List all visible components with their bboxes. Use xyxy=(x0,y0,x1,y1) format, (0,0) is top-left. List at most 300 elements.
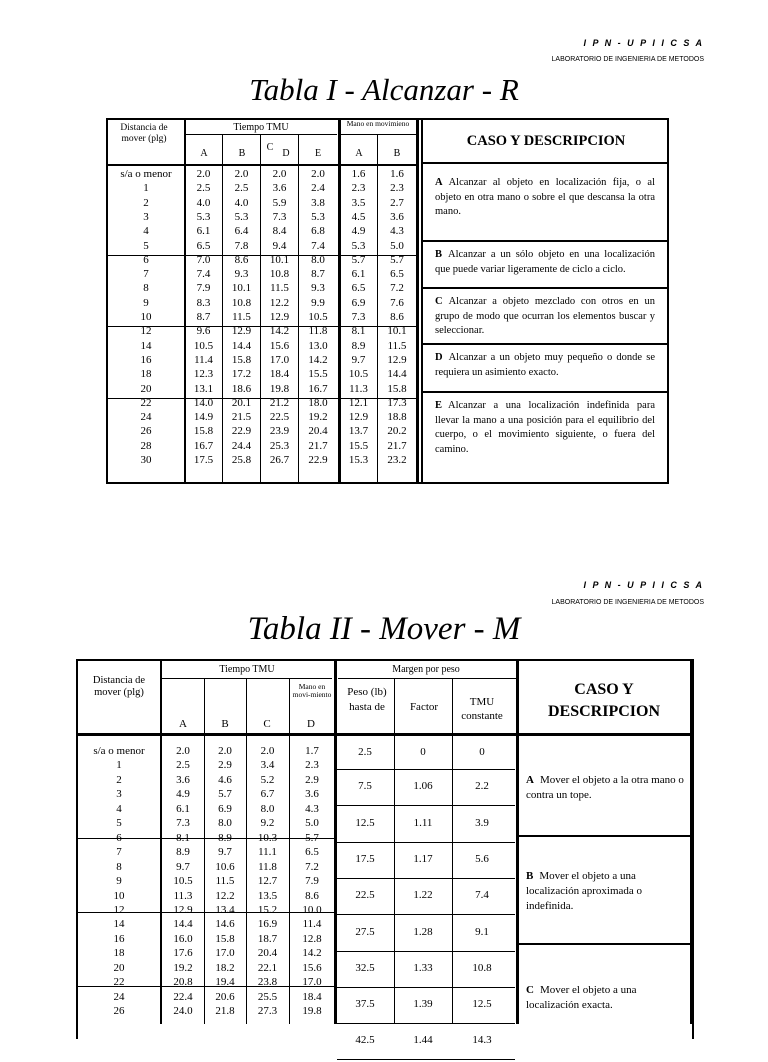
cell-value: 17.3 xyxy=(387,396,407,409)
cell-value: 18.2 xyxy=(215,961,235,974)
cell-value: 15.2 xyxy=(257,903,278,916)
cell-value: 25.5 xyxy=(257,990,278,1003)
cell-value: 2.5 xyxy=(196,182,211,195)
tmu-value: 9.1 xyxy=(475,925,489,938)
tmu-value: 14.3 xyxy=(472,1034,492,1047)
table-move xyxy=(78,661,692,1047)
sub-C-2: C xyxy=(263,718,271,730)
cell-value: 11.8 xyxy=(258,860,277,873)
weight-row xyxy=(337,990,515,1026)
table-row xyxy=(108,296,416,310)
cell-value: 7.2 xyxy=(305,860,319,873)
table-row xyxy=(108,424,416,438)
factor-value: 1.44 xyxy=(413,1034,433,1047)
cell-value: 14.4 xyxy=(387,368,407,381)
table-row xyxy=(78,990,334,1004)
row-distance: 10 xyxy=(140,311,152,323)
cell-value: 5.9 xyxy=(272,196,287,209)
cell-value: 11.5 xyxy=(215,875,235,888)
cell-value: 1.6 xyxy=(351,168,366,180)
cell-value: 5.3 xyxy=(351,239,366,252)
col-tiempo-header: Tiempo TMU xyxy=(233,122,289,133)
row-divider xyxy=(337,878,515,879)
cell-value: 22.1 xyxy=(257,961,278,974)
cell-value: 9.7 xyxy=(351,353,366,366)
cell-value: 8.6 xyxy=(390,311,404,323)
case-item xyxy=(423,162,669,240)
cell-value: 5.7 xyxy=(390,253,404,266)
table-row xyxy=(78,831,334,845)
row-divider xyxy=(337,1059,515,1060)
row-distance: 3 xyxy=(116,788,122,801)
factor-value: 1.33 xyxy=(413,961,433,974)
cell-value: 21.5 xyxy=(231,411,252,424)
cell-value: 19.4 xyxy=(215,976,235,989)
cell-value: 17.0 xyxy=(269,353,290,366)
cell-value: 2.9 xyxy=(305,773,319,786)
row-distance: 24 xyxy=(113,990,125,1003)
table-row xyxy=(108,181,416,195)
cell-value: 18.6 xyxy=(231,382,252,395)
weight-value: 32.5 xyxy=(355,961,375,974)
cell-value: 2.7 xyxy=(390,196,404,209)
sub-B-2: B xyxy=(221,718,229,730)
table-row xyxy=(78,874,334,888)
cell-value: 6.9 xyxy=(351,296,366,309)
table-row xyxy=(78,903,334,917)
cell-value: 23.9 xyxy=(269,425,290,438)
cell-value: 8.7 xyxy=(311,268,325,281)
row-distance: 18 xyxy=(140,368,152,381)
row-distance: 20 xyxy=(140,382,152,395)
row-distance: 22 xyxy=(113,976,125,989)
row-distance: 7 xyxy=(116,846,122,859)
case-item xyxy=(526,773,684,803)
cell-value: 4.5 xyxy=(351,210,366,223)
weight-row xyxy=(337,845,515,881)
row-distance: 16 xyxy=(140,353,152,366)
cell-value: 19.8 xyxy=(302,1005,322,1018)
cell-value: 1.7 xyxy=(305,745,319,757)
cell-value: 9.2 xyxy=(260,817,275,830)
case-letter: B xyxy=(435,249,443,260)
cell-value: 11.5 xyxy=(387,339,407,352)
col-mano-header-2: Mano en movi-miento xyxy=(292,682,332,699)
case-text: Alcanzar a un objeto muy pequeño o donde se requiera un asimiento exacto. xyxy=(435,352,655,378)
cell-value: 22.5 xyxy=(269,411,290,424)
cell-value: 2.3 xyxy=(305,759,319,772)
cell-value: 15.3 xyxy=(348,454,369,466)
row-distance: 18 xyxy=(113,947,125,960)
cell-value: 26.7 xyxy=(269,454,290,466)
row-distance: 9 xyxy=(116,875,122,888)
cell-value: 2.5 xyxy=(176,759,190,772)
cell-value: 15.6 xyxy=(269,339,290,352)
case-item xyxy=(423,391,669,482)
weight-row xyxy=(337,809,515,845)
row-distance: 28 xyxy=(140,439,152,452)
row-distance: 30 xyxy=(140,454,152,466)
cell-value: 18.4 xyxy=(302,990,322,1003)
cell-value: 8.0 xyxy=(218,817,232,830)
factor-value: 0 xyxy=(420,746,426,758)
cell-value: 10.3 xyxy=(257,831,278,844)
cell-value: 14.9 xyxy=(193,411,214,424)
table-row xyxy=(108,210,416,224)
row-distance: 26 xyxy=(140,425,152,438)
cell-value: 10.0 xyxy=(302,903,322,916)
cell-value: 7.0 xyxy=(196,253,211,266)
table-row xyxy=(108,167,416,181)
table-row xyxy=(78,816,334,830)
col-tmu-header: TMU constante xyxy=(461,696,503,722)
cell-value: 12.8 xyxy=(302,932,322,945)
cell-value: 13.7 xyxy=(348,425,369,438)
cell-value: 5.3 xyxy=(196,210,211,223)
cell-value: 7.9 xyxy=(305,875,319,888)
table-row xyxy=(108,353,416,367)
cell-value: 20.8 xyxy=(173,976,193,989)
cell-value: 22.9 xyxy=(308,454,328,466)
page1-header-lab: LABORATORIO DE INGENIERIA DE METODOS xyxy=(551,56,704,63)
cell-value: 2.9 xyxy=(218,759,232,772)
tmu-value: 0 xyxy=(479,746,485,758)
table-row xyxy=(78,860,334,874)
cell-value: 14.0 xyxy=(193,396,214,409)
row-divider xyxy=(337,769,515,770)
factor-value: 1.06 xyxy=(413,780,433,793)
cell-value: 14.4 xyxy=(231,339,252,352)
sub-B: B xyxy=(238,148,246,159)
cell-value: 5.3 xyxy=(311,210,325,223)
cell-value: 9.6 xyxy=(196,325,211,338)
cell-value: 21.7 xyxy=(308,439,328,452)
sub-D-2: D xyxy=(307,718,315,730)
case-item xyxy=(526,869,684,914)
case-letter: D xyxy=(435,352,443,363)
row-divider xyxy=(337,987,515,988)
row-divider xyxy=(337,842,515,843)
cell-value: 16.9 xyxy=(257,918,278,931)
cell-value: 6.1 xyxy=(196,225,211,238)
table-row xyxy=(108,253,416,267)
page1-case-title: CASO Y DESCRIPCION xyxy=(466,133,626,149)
tmu-value: 7.4 xyxy=(475,889,489,902)
case-item xyxy=(423,240,669,287)
case-letter: E xyxy=(435,400,443,411)
page1-header-org: I P N - U P I I C S A xyxy=(583,38,704,48)
table-row xyxy=(78,802,334,816)
cell-value: 10.5 xyxy=(308,311,328,323)
cell-value: 6.9 xyxy=(218,802,232,815)
cell-value: 17.6 xyxy=(173,947,193,960)
cell-value: 15.8 xyxy=(193,425,214,438)
case-letter: A xyxy=(526,774,534,786)
sub-E: E xyxy=(314,148,322,159)
page2-header-org: I P N - U P I I C S A xyxy=(583,580,704,590)
table-reach xyxy=(108,120,418,482)
table-row xyxy=(108,382,416,396)
cell-value: 12.3 xyxy=(193,368,214,381)
table-row xyxy=(78,1004,334,1018)
cell-value: 15.6 xyxy=(302,961,322,974)
table-row xyxy=(108,281,416,295)
row-distance: 2 xyxy=(143,196,149,209)
cell-value: 2.0 xyxy=(272,168,287,180)
cell-value: 11.4 xyxy=(194,353,213,366)
cell-value: 10.5 xyxy=(173,875,193,888)
cell-value: 2.3 xyxy=(351,182,366,195)
cell-value: 18.8 xyxy=(387,411,407,424)
table-row xyxy=(108,239,416,253)
cell-value: 3.6 xyxy=(305,788,319,801)
factor-value: 1.17 xyxy=(413,852,433,865)
case-item xyxy=(526,983,684,1013)
row-distance: 6 xyxy=(143,253,149,266)
cell-value: 7.4 xyxy=(311,239,325,252)
cell-value: 11.3 xyxy=(173,889,193,902)
weight-row xyxy=(337,772,515,808)
case-item xyxy=(423,287,669,343)
row-distance: 1 xyxy=(143,182,149,195)
cell-value: 7.4 xyxy=(196,268,211,281)
table-row xyxy=(78,946,334,960)
table-row xyxy=(108,439,416,453)
tmu-value: 5.6 xyxy=(475,852,489,865)
cell-value: 11.3 xyxy=(349,382,368,395)
cell-value: 19.8 xyxy=(269,382,290,395)
cell-value: 17.5 xyxy=(193,454,214,466)
cell-value: 5.0 xyxy=(305,817,319,830)
cell-value: 11.4 xyxy=(302,918,322,931)
case-item xyxy=(423,343,669,391)
cell-value: 2.4 xyxy=(311,182,325,195)
table-row xyxy=(78,758,334,772)
table-row xyxy=(78,975,334,989)
row-distance: 14 xyxy=(113,918,125,931)
cell-value: 18.4 xyxy=(269,368,290,381)
cell-value: 11.1 xyxy=(258,846,277,859)
row-distance: 14 xyxy=(140,339,152,352)
weight-row xyxy=(337,918,515,954)
cell-value: 24.4 xyxy=(231,439,252,452)
cell-value: 13.4 xyxy=(215,903,235,916)
factor-value: 1.11 xyxy=(413,816,433,829)
table-row xyxy=(78,961,334,975)
cell-value: 4.0 xyxy=(234,196,249,209)
cell-value: 11.5 xyxy=(270,282,289,295)
cell-value: 24.0 xyxy=(173,1005,193,1018)
cell-value: 9.9 xyxy=(311,296,325,309)
row-distance: 9 xyxy=(143,296,149,309)
cell-value: 12.1 xyxy=(348,396,369,409)
cell-value: 1.6 xyxy=(390,168,404,180)
cell-value: 2.0 xyxy=(196,168,211,180)
cell-value: 10.5 xyxy=(348,368,369,381)
case-text: Mover el objeto a una localización exacta. xyxy=(526,984,637,1011)
cell-value: 27.3 xyxy=(257,1005,278,1018)
row-distance: 26 xyxy=(113,1005,125,1018)
cell-value: 10.5 xyxy=(193,339,214,352)
cell-value: 18.7 xyxy=(257,932,278,945)
cell-value: 10.1 xyxy=(231,282,252,295)
table-row xyxy=(108,410,416,424)
cell-value: 15.8 xyxy=(231,353,252,366)
cell-value: 15.8 xyxy=(215,932,235,945)
case-letter: A xyxy=(435,177,443,188)
cell-value: 8.0 xyxy=(260,802,275,815)
case-text: Alcanzar a una localización indefinida para llevar la mano a una posición para el equilibrio del cuerpo, o el movimiento siguiente, o fuera del camino. xyxy=(435,400,655,455)
cell-value: 8.6 xyxy=(305,889,319,902)
row-distance: 10 xyxy=(113,889,125,902)
page2-header-lab: LABORATORIO DE INGENIERIA DE METODOS xyxy=(551,599,704,606)
sub-mano-B: B xyxy=(393,148,401,159)
cell-value: 3.4 xyxy=(260,759,275,772)
table-row xyxy=(78,889,334,903)
cell-value: 3.5 xyxy=(351,196,366,209)
factor-value: 1.28 xyxy=(413,925,433,938)
row-distance: 22 xyxy=(140,396,152,409)
row-distance: 12 xyxy=(113,903,125,916)
case-text: Alcanzar al objeto en localización fija, o al objeto en otra mano o sobre el que descansa la otra mano. xyxy=(435,177,655,217)
cell-value: 4.6 xyxy=(218,773,232,786)
case-text: Mover el objeto a una localización aproximada o indefinida. xyxy=(526,870,643,912)
row-distance: 8 xyxy=(143,282,149,295)
cell-value: 19.2 xyxy=(308,411,328,424)
cell-value: 21.2 xyxy=(269,396,290,409)
cell-value: 2.0 xyxy=(176,745,190,757)
cell-value: 10.8 xyxy=(269,268,290,281)
sub-D: D xyxy=(282,148,290,159)
cell-value: 7.9 xyxy=(196,282,211,295)
cell-value: 5.7 xyxy=(305,831,319,844)
cell-value: 6.1 xyxy=(351,268,366,281)
cell-value: 20.1 xyxy=(231,396,252,409)
cell-value: 20.6 xyxy=(215,990,235,1003)
row-distance: 16 xyxy=(113,932,125,945)
cell-value: 7.3 xyxy=(272,210,287,223)
weight-value: 37.5 xyxy=(355,998,375,1011)
cell-value: 2.0 xyxy=(260,745,275,757)
cell-value: 10.1 xyxy=(387,325,407,338)
table-row xyxy=(108,367,416,381)
cell-value: 6.7 xyxy=(260,788,275,801)
cell-value: 19.2 xyxy=(173,961,193,974)
cell-value: 16.7 xyxy=(308,382,328,395)
row-distance: 8 xyxy=(116,860,122,873)
cell-value: 12.9 xyxy=(348,411,369,424)
cell-value: 17.0 xyxy=(302,976,322,989)
cell-value: 3.6 xyxy=(272,182,287,195)
row-distance: s/a o menor xyxy=(120,168,172,180)
cell-value: 7.3 xyxy=(351,311,366,323)
cell-value: 4.0 xyxy=(196,196,211,209)
cell-value: 5.7 xyxy=(351,253,366,266)
tmu-value: 2.2 xyxy=(475,780,489,793)
cell-value: 6.4 xyxy=(234,225,249,238)
row-distance: s/a o menor xyxy=(93,745,145,757)
cell-value: 12.9 xyxy=(387,353,407,366)
table-row xyxy=(108,396,416,410)
sub-C: C xyxy=(266,142,274,153)
cell-value: 10.1 xyxy=(269,253,290,266)
cell-value: 9.7 xyxy=(218,846,232,859)
cell-value: 17.2 xyxy=(231,368,252,381)
cell-value: 10.6 xyxy=(215,860,235,873)
weight-row xyxy=(337,881,515,917)
cell-value: 8.7 xyxy=(196,311,211,323)
cell-value: 4.3 xyxy=(390,225,404,238)
row-distance: 4 xyxy=(143,225,149,238)
case-text: Alcanzar a un sólo objeto en una localización que puede variar ligeramente de ciclo a ciclo. xyxy=(435,249,655,275)
cell-value: 8.9 xyxy=(176,846,190,859)
cell-value: 10.8 xyxy=(231,296,252,309)
sub-A: A xyxy=(200,148,208,159)
table-row xyxy=(108,310,416,324)
cell-value: 12.9 xyxy=(173,903,193,916)
row-distance: 12 xyxy=(140,325,152,338)
weight-value: 12.5 xyxy=(355,816,375,829)
tmu-value: 3.9 xyxy=(475,816,489,829)
table-row xyxy=(78,932,334,946)
row-distance: 6 xyxy=(116,831,122,844)
cell-value: 22.9 xyxy=(231,425,252,438)
table-row xyxy=(108,196,416,210)
cell-value: 21.7 xyxy=(387,439,407,452)
case-letter: C xyxy=(526,984,534,996)
table-row xyxy=(108,224,416,238)
cell-value: 9.4 xyxy=(272,239,287,252)
col-peso-header: Peso (lb) hasta de xyxy=(347,686,387,713)
cell-value: 8.4 xyxy=(272,225,287,238)
cell-value: 6.5 xyxy=(351,282,366,295)
cell-value: 20.2 xyxy=(387,425,407,438)
cell-value: 8.6 xyxy=(234,253,249,266)
page1-title: Tabla I - Alcanzar - R xyxy=(249,72,519,107)
cell-value: 8.9 xyxy=(218,831,232,844)
cell-value: 25.8 xyxy=(231,454,252,466)
cell-value: 23.8 xyxy=(257,976,278,989)
case-text: Mover el objeto a la otra mano o contra un tope. xyxy=(526,774,684,801)
table-row xyxy=(108,453,416,467)
cell-value: 6.5 xyxy=(305,846,319,859)
row-distance: 5 xyxy=(116,817,122,830)
factor-value: 1.22 xyxy=(413,889,433,902)
tmu-value: 12.5 xyxy=(472,998,492,1011)
weight-value: 22.5 xyxy=(355,889,375,902)
cell-value: 12.2 xyxy=(215,889,235,902)
table-row xyxy=(78,787,334,801)
weight-row xyxy=(337,1026,515,1062)
cell-value: 8.9 xyxy=(351,339,366,352)
cell-value: 20.4 xyxy=(257,947,278,960)
page1-case-panel xyxy=(421,120,669,482)
table-row xyxy=(78,773,334,787)
table-row xyxy=(78,917,334,931)
row-distance: 3 xyxy=(143,210,149,223)
cell-value: 2.0 xyxy=(234,168,249,180)
table-row xyxy=(78,744,334,758)
cell-value: 12.2 xyxy=(269,296,290,309)
cell-value: 12.9 xyxy=(269,311,290,323)
cell-value: 22.4 xyxy=(173,990,193,1003)
cell-value: 14.2 xyxy=(308,353,328,366)
cell-value: 18.0 xyxy=(308,396,328,409)
cell-value: 14.2 xyxy=(269,325,290,338)
table-row xyxy=(78,845,334,859)
cell-value: 13.5 xyxy=(257,889,278,902)
weight-value: 17.5 xyxy=(355,852,375,865)
